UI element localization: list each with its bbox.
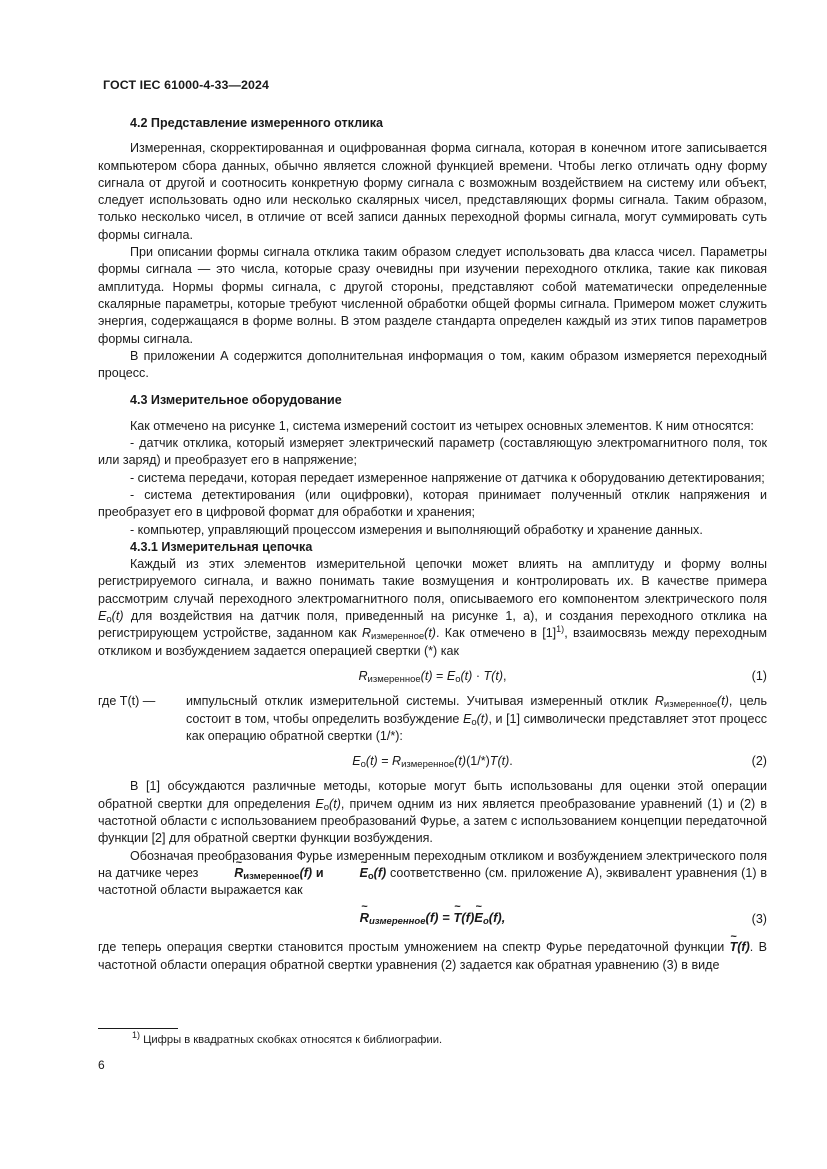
- where-clause: [98, 693, 767, 745]
- equation-3: ~ $R_{измеренное}(f)$ = ~ T(f)~ $E_o(f)$, (3): [98, 909, 767, 931]
- section-4-3-1-paragraph-1: Каждый из этих элементов измерительной цепочки может влиять на амплитуду и форму волны регистрируемого сигнала, и важно понимать такие возмущения и контролировать их. В качестве примера рассмотрим случай переходного электромагнитного поля, описываемого его компонентом электрического поля $E_o(t)$ для воздействия на датчик поля, приведенный на рисунке 1, а), и создания переходного отклика на регистрирующем устройстве, заданном как $R_{измеренное}(t)$. Как отмечено в $[1]^{1)}$, взаимосвязь между переходным откликом и возбуждением задается операцией свертки (*) как: [98, 557, 767, 658]
- footnote: $^{1)}$ Цифры в квадратных скобках относятся к библиографии.: [132, 1030, 443, 1046]
- document-header: ГОСТ IEC 61000-4-33—2024: [103, 78, 269, 92]
- page-number: 6: [98, 1058, 105, 1072]
- section-4-3-1-paragraph-2: В [1] обсуждаются различные методы, которые могут быть использованы для оценки этой операции обратной свертки для определения $E_o(t)$, причем одним из них является преобразование уравнений (1) и (2) в частотной области с использованием преобразований Фурье, а затем с использованием концепции передаточной функции [2] для обратной свертки функции возбуждения.: [98, 779, 767, 846]
- list-item: - система передачи, которая передает измеренное напряжение от датчика к оборудованию детектирования;: [130, 470, 765, 485]
- section-4-2-paragraph-3: В приложении А содержится дополнительная информация о том, каким образом измеряется переходный процесс.: [98, 348, 767, 381]
- equation-number: (1): [751, 668, 767, 683]
- section-4-3-title: 4.3 Измерительное оборудование: [130, 393, 342, 408]
- page-content: [98, 115, 767, 974]
- section-4-2-paragraph-1: Измеренная, скорректированная и оцифрованная форма сигнала, которая в конечном итоге записывается компьютером сбора данных, обычно является сложной функцией времени. Чтобы легко отличать одну форму сигнала от другой и соотносить конкретную форму сигнала с возможным воздействием на систему или объект, следует использовать одно или несколько скалярных чисел, представляющих формы сигнала. Таким образом, только несколько чисел, в отличие от всей записи данных переходной формы сигнала, могут суммировать суть формы сигнала.: [98, 141, 767, 242]
- section-4-3-1-paragraph-4: где теперь операция свертки становится простым умножением на спектр Фурье передаточной функции ~ T(f). В частотной области операция обратной свертки уравнения (2) задается как обратная уравнению (3) в виде: [98, 939, 767, 974]
- section-4-2-paragraph-2: При описании формы сигнала отклика таким образом следует использовать два класса чисел. Параметры формы сигнала — это числа, которые сразу очевидны при изучении переходного отклика, такие как пиковая амплитуда. Нормы формы сигнала, с другой стороны, представляют собой математически определенные скалярные параметры, которые требуют численной обработки общей формы сигнала. Примером может служить энергия, содержащаяся в форме волны. В этом разделе стандарта определен каждый из этих типов параметров формы сигнала.: [98, 245, 767, 346]
- list-item: - система детектирования (или оцифровки), которая принимает полученный отклик напряжения и преобразует его в цифровой формат для обработки и хранения;: [98, 487, 767, 520]
- list-item: - датчик отклика, который измеряет электрический параметр (составляющую электромагнитного поля, ток или заряд) и преобразует его в напряжение;: [98, 436, 767, 468]
- list-item: - компьютер, управляющий процессом измерения и выполняющий обработку и хранение данных.: [130, 522, 703, 537]
- section-4-3-intro: Как отмечено на рисунке 1, система измерений состоит из четырех основных элементов. К ним относятся:: [130, 418, 754, 433]
- equation-number: (2): [751, 754, 767, 769]
- section-4-3-1-paragraph-3: Обозначая преобразования Фурье измеренным переходным откликом и возбуждением электрического поля на датчике через ~ $R_{измеренное}(f)$ и ~ $E_o(f)$ соответственно (см. приложение А), эквивалент уравнения (1) в частотной области выражается как: [98, 848, 767, 900]
- section-4-3-1-title: 4.3.1 Измерительная цепочка: [130, 539, 313, 554]
- equation-number: (3): [751, 912, 767, 927]
- section-4-2-title: 4.2 Представление измеренного отклика: [130, 116, 384, 130]
- where-label: где T(t) —: [98, 694, 156, 709]
- footnote-reference: 1): [556, 624, 565, 635]
- equation-1: $R_{измеренное}(t) = E_o(t) \cdot T(t)$, (1): [358, 668, 767, 685]
- where-text: импульсный отклик измерительной системы. Учитывая измеренный отклик $R_{измеренное}(t)$, цель состоит в том, чтобы определить возбуждение $E_o(t)$, и [1] символически представляет этот процесс как операцию обратной свертки (1/*):: [186, 694, 767, 743]
- footnote-divider: [98, 1028, 178, 1029]
- equation-2: $E_o(t) = R_{измеренное}(t)(1/*)T(t)$. (2): [352, 754, 767, 771]
